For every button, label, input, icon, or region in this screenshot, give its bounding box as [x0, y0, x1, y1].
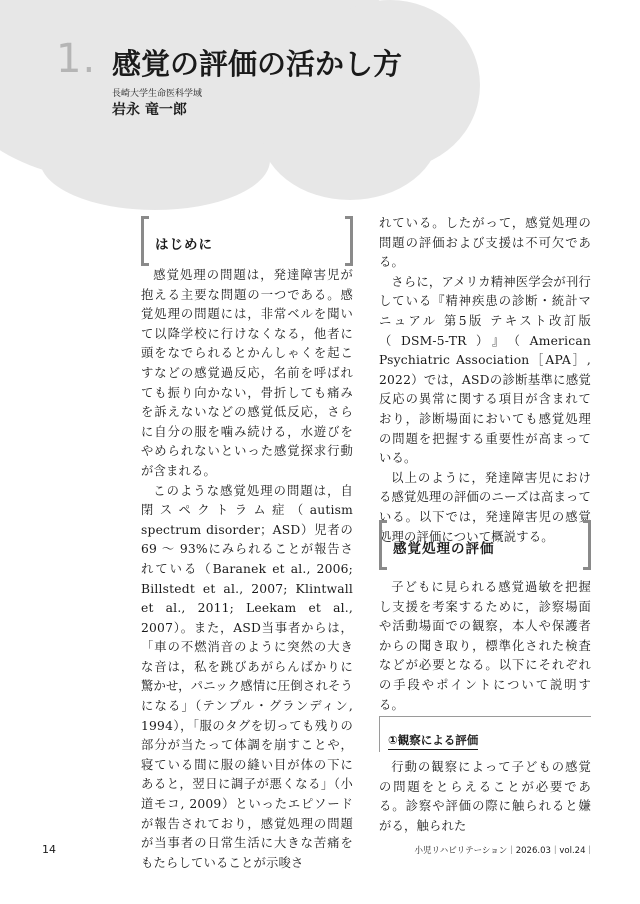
left-bracket	[379, 520, 387, 570]
subsection-heading-text: ①観察による評価	[388, 732, 478, 750]
left-bracket	[141, 216, 149, 266]
journal-footer: 小児リハビリテーション｜2026.03｜vol.24｜	[414, 846, 594, 856]
page-number: 14	[42, 843, 56, 856]
body-paragraph-continuation: れている。したがって，感覚処理の問題の評価および支援は不可欠である。	[379, 216, 591, 270]
subsection-body	[379, 758, 591, 836]
right-bracket	[345, 216, 353, 266]
body-paragraph: さらに，アメリカ精神医学会が刊行している『精神疾患の診断・統計マニュアル 第5版 テキスト改訂版（DSM-5-TR）』（American Psychiatric Association［APA］, 2022）では，ASDの診断基準に感覚反応の異常に関する項目が含まれており，診断場面においても感覚処理の問題を把握する重要性が高まっている。	[379, 274, 591, 466]
article-title: 感覚の評価の活かし方	[112, 47, 403, 81]
section-heading-text: はじめに	[155, 237, 213, 253]
article-number: 1.	[56, 36, 97, 82]
right-column	[379, 214, 591, 547]
body-paragraph: 感覚処理の問題は，発達障害児が抱える主要な問題の一つである。感覚処理の問題には，非常ベルを聞いて以降学校に行けなくなる，他者に頭をなでられるとかんしゃくを起こすなどの感覚過反応，名前を呼ばれても振り向かない，骨折しても痛みを訴えないなどの感覚低反応，さらに自分の服を噛み続ける，水遊びをやめられないといった感覚探求行動が含まれる。	[141, 268, 353, 478]
author-name: 岩永 竜一郎	[112, 102, 187, 118]
section-heading-evaluation	[379, 520, 591, 570]
body-paragraph: 子どもに見られる感覚過敏を把握し支援を考案するために，診察場面や活動場面での観察，本人や保護者からの聞き取り，標準化された検査などが必要となる。以下にそれぞれの手段やポイントについて説明する。	[379, 580, 591, 712]
section2-body	[379, 578, 591, 715]
section-heading-introduction	[141, 216, 353, 266]
subsection-heading	[379, 716, 591, 752]
body-paragraph: このような感覚処理の問題は，自閉スペクトラム症（autism spectrum disorder；ASD）児者の69 ～ 93%にみられることが報告されている（Baranek et al., 2006; Billstedt et al., 2007; Klintwall et al., 2011; Leekam et al., 2007）。また，ASD当事者からは，「車の不燃消音のように突然の大きな音は，私を跳びあがらんばかりに驚かせ，パニック感情に圧倒されそうになる」（テンプル・グランディン, 1994），「服のタグを切っても残りの部分が当たって体調を崩すことや，寝ている間に服の縫い目が体の下にあると，翌日に調子が悪くなる」（小道モコ, 2009）といったエピソードが報告されており，感覚処理の問題が当事者の日常生活に大きな苦痛をもたらしていることが示唆さ	[141, 483, 353, 870]
body-paragraph: 行動の観察によって子どもの感覚の問題をとらえることが必要である。診察や評価の際に触られると嫌がる，触られた	[379, 760, 591, 833]
left-column	[141, 266, 353, 873]
section-heading-text: 感覚処理の評価	[393, 541, 495, 557]
author-affiliation: 長崎大学生命医科学域	[112, 89, 203, 99]
right-bracket	[583, 520, 591, 570]
background-blob	[40, 110, 270, 210]
body-paragraph: 以上のように，発達障害児における感覚処理の評価のニーズは高まっている。以下では，発達障害児の感覚処理の評価について概説する。	[379, 470, 591, 544]
